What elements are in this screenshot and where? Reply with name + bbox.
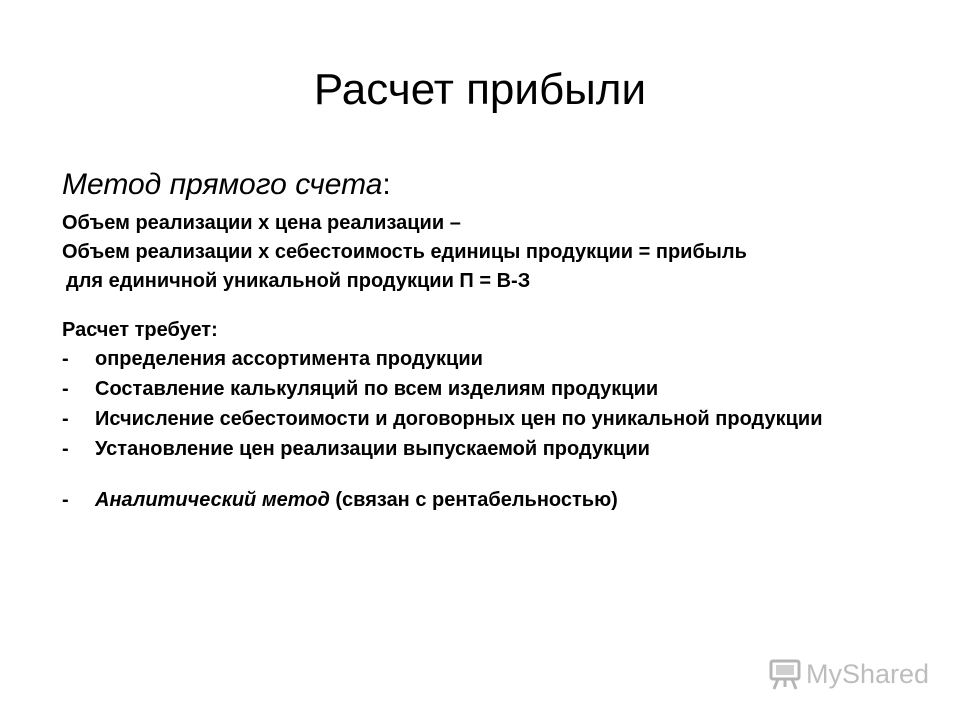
analytic-method-text	[95, 489, 922, 511]
analytic-method-label: Аналитический метод	[95, 489, 330, 511]
list-item-text: определения ассортимента продукции	[95, 348, 483, 370]
watermark-logo[interactable]	[768, 656, 929, 692]
list-item-text: Установление цен реализации выпускаемой продукции	[95, 438, 650, 460]
analytic-method-note: (связан с рентабельностью)	[329, 489, 618, 511]
list-item	[62, 348, 922, 370]
bullet-dash: -	[62, 489, 69, 511]
formula-line-2: Объем реализации х себестоимость единицы продукции = прибыль	[62, 241, 747, 263]
formula-line-3: для единичной уникальной продукции П = В-З	[66, 270, 531, 292]
bullet-dash: -	[62, 408, 69, 430]
bullet-dash: -	[62, 348, 69, 370]
list-item	[62, 378, 922, 400]
slide-title: Расчет прибыли	[313, 65, 647, 114]
bullet-dash: -	[62, 438, 69, 460]
analytic-method-item	[62, 489, 922, 511]
list-item	[62, 438, 922, 460]
method-heading-text: Метод прямого счета	[62, 168, 383, 201]
slide-body	[62, 166, 922, 519]
presentation-board-icon	[768, 657, 802, 691]
method-heading	[62, 166, 922, 204]
watermark-text: MyShared	[806, 658, 930, 689]
method-heading-colon: :	[382, 168, 391, 201]
list-item-text: Составление калькуляций по всем изделиям продукции	[95, 378, 659, 400]
bullet-dash: -	[62, 378, 69, 400]
formula-line-1: Объем реализации х цена реализации –	[62, 212, 461, 234]
requires-heading: Расчет требует:	[62, 319, 218, 341]
list-item	[62, 408, 922, 430]
list-item-text: Исчисление себестоимости и договорных цен по уникальной продукции	[95, 408, 823, 430]
